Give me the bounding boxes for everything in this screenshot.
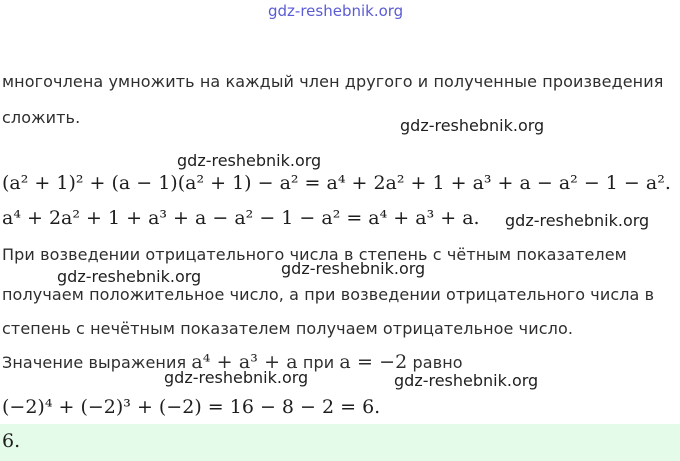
equation-1: (a² + 1)² + (a − 1)(a² + 1) − a² = a⁴ + 2a² + 1 + a³ + a − a² − 1 − a². <box>2 172 671 194</box>
value-sentence <box>2 351 463 373</box>
answer-box <box>0 424 680 461</box>
paragraph-1-line-2: сложить. <box>2 108 81 127</box>
paragraph-1-line-1: многочлена умножить на каждый член другого и полученные произведения <box>2 72 664 91</box>
answer-value: 6. <box>2 430 21 452</box>
watermark: gdz-reshebnik.org <box>164 368 309 387</box>
watermark: gdz-reshebnik.org <box>281 259 426 278</box>
value-sentence-suffix: равно <box>412 353 463 372</box>
value-sentence-expression: a⁴ + a³ + a <box>191 351 298 373</box>
paragraph-2-line-3: степень с нечётным показателем получаем отрицательное число. <box>2 319 574 338</box>
value-sentence-condition: a = −2 <box>339 351 408 373</box>
watermark: gdz-reshebnik.org <box>394 371 539 390</box>
watermark: gdz-reshebnik.org <box>177 151 322 170</box>
value-sentence-middle: при <box>302 353 335 372</box>
equation-2 <box>2 207 480 229</box>
watermark: gdz-reshebnik.org <box>505 211 650 230</box>
equation-2-text: a⁴ + 2a² + 1 + a³ + a − a² − 1 − a² = a⁴ + a³ + a. <box>2 207 480 229</box>
value-sentence-prefix: Значение выражения <box>2 353 187 372</box>
watermark-top: gdz-reshebnik.org <box>268 2 404 20</box>
watermark: gdz-reshebnik.org <box>400 116 545 135</box>
paragraph-2-line-1: При возведении отрицательного числа в степень с чётным показателем <box>2 245 627 264</box>
paragraph-2-line-2: получаем положительное число, а при возведении отрицательного числа в <box>2 285 655 304</box>
equation-3: (−2)⁴ + (−2)³ + (−2) = 16 − 8 − 2 = 6. <box>2 396 381 418</box>
watermark: gdz-reshebnik.org <box>57 267 202 286</box>
